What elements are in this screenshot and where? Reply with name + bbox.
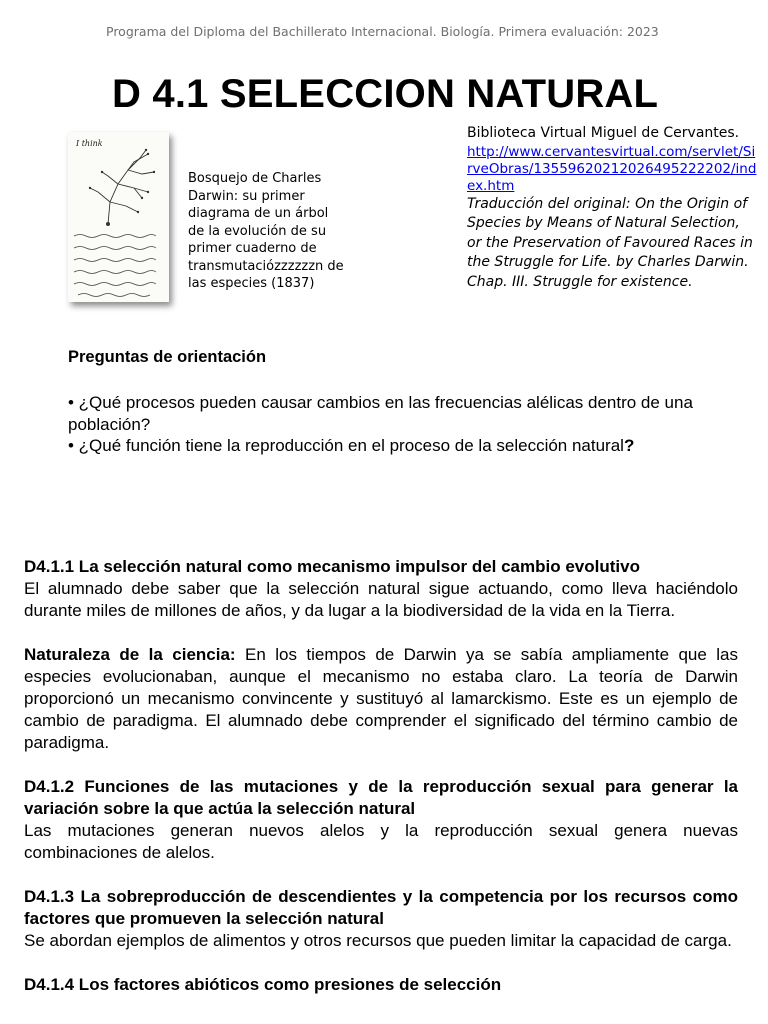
guiding-questions-heading: Preguntas de orientación: [68, 348, 267, 366]
reference-source: Biblioteca Virtual Miguel de Cervantes.: [467, 125, 740, 141]
guiding-question-2-mark: ?: [623, 436, 635, 455]
guiding-questions-list: [68, 392, 728, 457]
reference-translation: Traducción del original: On the Origin of Species by Means of Natural Selection, or the Preservation of Favoured Races in the Struggle for Life. by Charles Darwin. Chap. III. Struggle for existence.: [467, 195, 753, 290]
nature-of-science-label: Naturaleza de la ciencia:: [24, 645, 236, 664]
section-d411-text: El alumnado debe saber que la selección natural sigue actuando, como lleva haciéndolo durante miles de millones de años, y da lugar a la biodiversidad de la vida en la Tierra.: [24, 579, 738, 620]
tree-sketch-drawing: [68, 132, 169, 302]
section-d414-title: D4.1.4 Los factores abióticos como presiones de selección: [24, 975, 502, 994]
guiding-question-2: [68, 435, 728, 457]
section-d413: [24, 886, 738, 952]
darwin-tree-sketch-image: [68, 132, 169, 302]
guiding-question-2-text: • ¿Qué función tiene la reproducción en el proceso de la selección natural: [68, 436, 624, 455]
nature-of-science-text: En los tiempos de Darwin ya se sabía ampliamente que las especies evolucionaban, aunque el mecanismo no estaba claro. La teoría de Darwin proporcionó un mecanismo convincente y sustituyó al lamarckismo. Este es un ejemplo de cambio de paradigma. El alumnado debe comprender el significado del término cambio de paradigma.: [24, 645, 738, 752]
section-d411-title: D4.1.1 La selección natural como mecanismo impulsor del cambio evolutivo: [24, 557, 640, 576]
image-caption: Bosquejo de Charles Darwin: su primer diagrama de un árbol de la evolución de su primer cuaderno de transmutaciózzzzzzn de las especies (1837): [188, 171, 344, 291]
section-d411: [24, 556, 738, 622]
content-body: [24, 556, 738, 1018]
section-d413-title: D4.1.3 La sobreproducción de descendientes y la competencia por los recursos como factores que promueven la selección natural: [24, 887, 738, 928]
section-d414: [24, 974, 738, 996]
section-d412-title: D4.1.2 Funciones de las mutaciones y de la reproducción sexual para generar la variación sobre la que actúa la selección natural: [24, 777, 738, 818]
page-header: Programa del Diploma del Bachillerato Internacional. Biología. Primera evaluación: 2023: [106, 24, 659, 39]
section-d412: [24, 776, 738, 864]
nature-of-science: [24, 644, 738, 754]
reference-link[interactable]: http://www.cervantesvirtual.com/servlet/SirveObras/13559620212026495222202/index.htm: [467, 143, 757, 194]
section-d413-text: Se abordan ejemplos de alimentos y otros recursos que pueden limitar la capacidad de carga.: [24, 931, 732, 950]
section-d412-text: Las mutaciones generan nuevos alelos y la reproducción sexual genera nuevas combinaciones de alelos.: [24, 821, 738, 862]
reference-block: [467, 124, 757, 292]
page-title: D 4.1 SELECCION NATURAL: [112, 72, 659, 116]
sketch-heading: I think: [76, 139, 103, 148]
guiding-question-1: • ¿Qué procesos pueden causar cambios en las frecuencias alélicas dentro de una población?: [68, 393, 693, 434]
